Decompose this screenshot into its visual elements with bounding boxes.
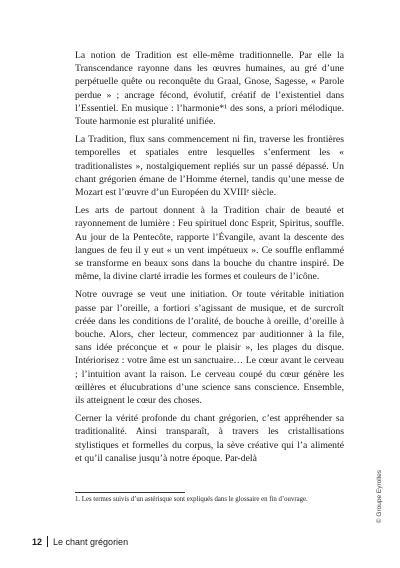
- paragraph-flux: La Tradition, flux sans commencement ni fin, traverse les frontières temporelles et spatiales entre lesquelles s’enferment les « traditionalistes », nostalgiquement repliés sur un passé dépassé. Un chant grégorien émane de l’Homme éternel, tandis qu’une messe de Mozart est l’œuvre d’un Européen du XVIIIᵉ siècle.: [75, 134, 344, 199]
- running-title: Le chant grégorien: [53, 536, 129, 547]
- paragraph-tradition: La notion de Tradition est elle-même traditionnelle. Par elle la Transcendance rayonne dans les œuvres humaines, au gré d’une perpétuelle quête ou reconquête du Graal, Gnose, Sagesse, « Parole perdue » ; ancrage fécond, évolutif, créatif de l’existentiel dans l’Essentiel. En musique : l’harmonie*¹ des sons, a priori mélodique. Toute harmonie est pluralité unifiée.: [75, 50, 344, 128]
- copyright-notice: © Groupe Eyrolles: [376, 470, 383, 524]
- folio-separator: [47, 536, 48, 547]
- paragraph-arts: Les arts de partout donnent à la Tradition chair de beauté et rayonnement de lumière : Feu spirituel donc Esprit, Spiritus, souffle. Au jour de la Pentecôte, rapporte l’Évangile, avant la descente des langues de feu il y eut « un vent impétueux ». Ce souffle enflammé se transforme en beaux sons dans la bouche du chantre inspiré. De même, la divine clarté irradie les formes et couleurs de l’icône.: [75, 205, 344, 283]
- paragraph-traditionalite: Cerner la vérité profonde du chant grégorien, c’est appréhender sa traditionalité. Ainsi transparaît, à travers les cristallisations stylistiques et formelles du corpus, la sève créative qui l’a alimenté et qu’il canalise jusqu’à notre époque. Par-delà: [75, 413, 344, 464]
- page-footer: [32, 536, 128, 547]
- page-number: 12: [32, 536, 43, 547]
- footnote: 1. Les termes suivis d’un astérisque sont expliqués dans le glossaire en fin d’ouvrage.: [75, 496, 308, 503]
- body-text: [75, 49, 344, 470]
- footnote-divider: [75, 492, 185, 493]
- paragraph-initiation: Notre ouvrage se veut une initiation. Or toute véritable initiation passe par l’oreille, a fortiori s’agissant de musique, et de surcroît créée dans les conditions de l’oralité, de bouche à oreille, d’oreille à bouche. Alors, cher lecteur, commencez par auditionner à la file, sans idée préconçue et « pour le plaisir », les plages du disque. Intériorisez : votre âme est un sanctuaire… Le cœur avant le cerveau ; l’intuition avant la raison. Le cerveau coupé du cœur génère les œillères et élucubrations d’une science sans conscience. Ensemble, ils atteignent le cœur des choses.: [75, 289, 344, 407]
